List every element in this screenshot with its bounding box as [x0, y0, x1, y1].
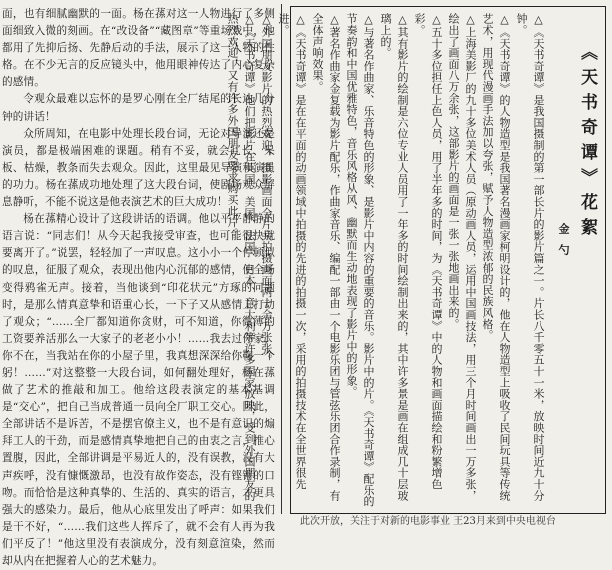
- sidebar-item: △《天书奇谭》他们把影片在英国、美国、法国、日本、意大利等许多国家放映，受到外国朋友的热烈欢迎，又有许多外国朋友要求购买此片。: [226, 13, 256, 501]
- article-paragraph: 众所周知，在电影中处理长段台词，无论对导演还是演员，都是极端困难的课题。稍有不妥，就会冗长、呆板、枯燥，教条而失去观众。因此，这里最见导演和演员的功力。杨在蓀成功地处理了这大段台词，使剧场观众屏息静听，不能不说这是他表演艺术的巨大成功！: [2, 127, 275, 209]
- sidebar-vertical-text: [226, 13, 601, 509]
- sidebar-item: △五十多位担任上色人员，用了半年多的时间，为《天书奇谭》中的人物和画面描绘和粉繁增色彩。: [413, 13, 443, 490]
- article-paragraph: 面，也有细腻幽默的一面。杨在蓀对这一人物进行了多侧面细致入微的刻画。在“改设备”“藏图章”等重场戏中，他都用了先抑后扬、先静后动的手法，展示了这一人物的性格。在不少无言的反应镜头中，他用眼神传达了内心复杂的感情。: [2, 8, 275, 89]
- sidebar-item: △《天书奇谭》是我国摄制的第一部长片的影片篇之一。片长八千零五十一米，放映时间近九十分钟。: [515, 13, 545, 501]
- sidebar-item: △上海美影厂的九十多位美术人员（原动画人员，运用中国画技法，用三个月时间画出一万多张，绘出了画面八万余张，这部影片的画面是一张一张地画出来的。: [447, 13, 477, 501]
- sidebar-item: △著名作曲家金复载为影片配乐，作曲家音乐、编配一部由一个电影乐团与管弦乐团合作录制，有全体声响效果。: [311, 13, 341, 501]
- article-paragraph: 令观众最难以忘怀的是罗心刚在全厂结尾的长达几分钟的讲话！: [2, 93, 275, 123]
- sidebar-item: △外国朋友影片的热烈欢迎，摄影画面全片共拍摄画面两十余万张张。: [260, 13, 273, 366]
- sidebar-item: △与著名作曲家、乐音特色的形象、是影片中内容的重要的音乐。影片中的片。《天书奇谭》配乐的节奏韵和中国优雅特色，音乐风格从风、幽默而生动地表现了影片中的形象。: [345, 13, 375, 507]
- sidebar-item: △《天书奇谭》是在在平面的动画领域中拍摄的先进的拍摄一次，采用的拍摄技术在全世界很先进。: [277, 13, 307, 490]
- article-paragraph: 杨在蓀精心设计了这段讲话的语调。他以平平静静的语言说：“同志们！从今天起我接受审查，也可能很快就要离开了。”说罢，轻轻加了一声叹息。这小小一个停顿似的叹息，征服了观众，表现出他内心沉郁的感情，使全场变得鸦雀无声。接着，当他谈到“印花状元”方琢的问题时，是那么情真意挚和语重心长，一下子又从感情上打动了观众；“……全厂都知道你贪财，可不知道，你微薄的工资要养活那么一大家子的老老小小！……我去过你家，你不在，当我站在你的小屋子里，我真想深深给你鞠一个躬！……”对这整整一大段台词，如何翻处理好，杨在蓀做了艺术的推敲和加工。他给这段表演定的基本基调是“交心”，把自己当成普通一员向全厂职工交心。因此，全部讲话不是诉苦，不是摆官僚主义，也不是有意识的煽拜工人的干劲，而是感情真挚地把自己的由衷之言，推心置腹，因此，全部讲调是平易近人的，没有误教，没有大声疾呼，没有慷慨激昂，也没有故作姿态，没有铿锵的口吻。而恰恰是这种真挚的、生活的、真实的语言，才更具强大的感染力。最后，他从心底里发出了呼声：如果我们是干不好，“……我们这些人挥斥了，就不会有人再为我们平反了！”他这里没有表演成分，没有刻意渲染，然而却从内在把握着人心的艺术魅力。: [2, 213, 275, 567]
- sidebar-byline: 金勺: [557, 223, 570, 265]
- bottom-cutoff-text: 此次开放，关注于对新的电影事业 王23月来到中央电视台: [300, 516, 556, 527]
- sidebar-title: 《天书奇谭》花絮: [577, 43, 597, 243]
- sidebar-item: △《天书奇谭》的人物造型是我国著名漫画家柯明设计的，他在人物造型上吸收了民间玩具等传统艺术，用现代漫画手法加以夸张，赋予人物造型浓郁的民族风格。: [481, 13, 511, 501]
- sidebar-item: △其有影片的绘制是六位专业人员用了一年多的时间绘制出来的，其中许多景是画在组成几十层玻璃上的。: [379, 13, 409, 501]
- sidebar-box: [226, 6, 606, 514]
